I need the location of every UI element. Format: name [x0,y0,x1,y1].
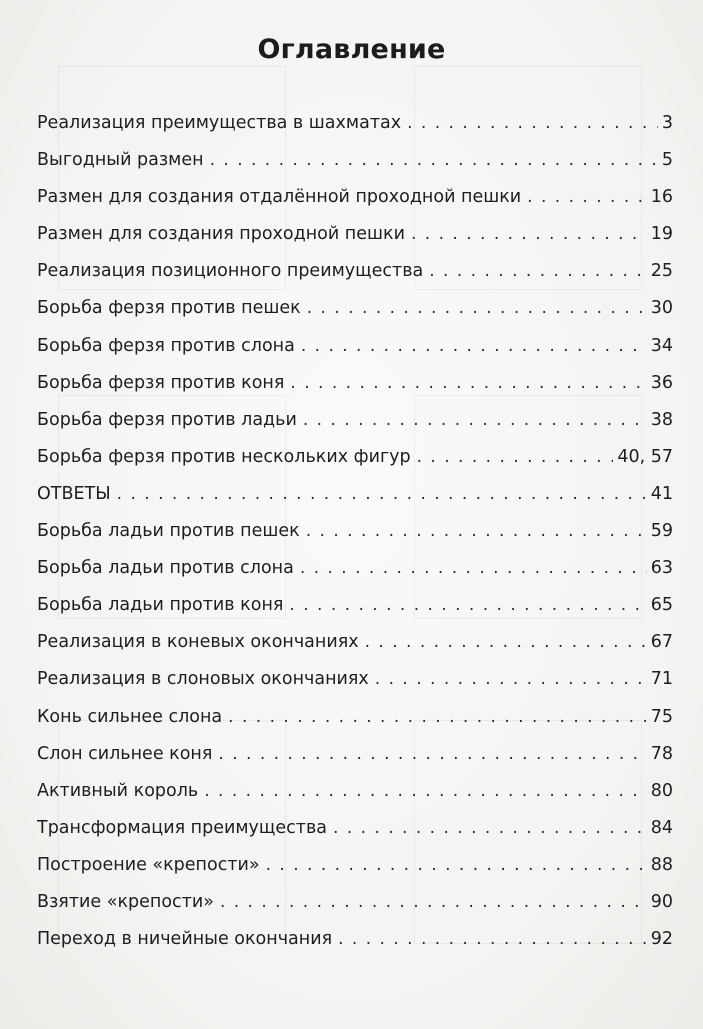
dot-leader [266,847,647,884]
toc-entry-label: Конь сильнее слона [37,706,223,727]
toc-entry[interactable] [37,290,673,327]
toc-entry[interactable] [37,810,673,847]
toc-entry-page-number: 19 [650,224,673,245]
toc-entry[interactable] [37,142,673,179]
toc-entry-page-number: 25 [650,261,673,282]
toc-entry-label: Переход в ничейные окончания [37,929,333,950]
dot-leader [375,661,647,698]
toc-entry-label: Борьба ферзя против ладьи [37,409,297,430]
dot-leader [218,736,646,773]
toc-entry-label: Борьба ферзя против коня [37,372,285,393]
toc-entry-page-number: 59 [650,521,673,542]
dot-leader [117,476,647,513]
toc-entry-page-number: 75 [650,706,673,727]
toc-entry-page-number: 41 [650,483,673,504]
dot-leader [407,105,658,142]
toc-entry-label: Слон сильнее коня [37,743,213,764]
toc-entry-page-number: 40, 57 [617,446,673,467]
toc-entry-label: Борьба ладьи против слона [37,558,294,579]
toc-entry[interactable] [37,624,673,661]
toc-entry-page-number: 65 [650,595,673,616]
dot-leader [301,328,647,365]
toc-entry-label: Борьба ладьи против пешек [37,521,300,542]
toc-entry-page-number: 5 [661,150,673,171]
table-of-contents [37,105,673,958]
toc-entry-page-number: 3 [661,113,673,133]
toc-entry-label: Реализация позиционного преимущества [37,261,424,282]
dot-leader [429,253,646,290]
dot-leader [289,587,646,624]
toc-entry[interactable] [37,402,673,439]
toc-entry[interactable] [37,847,673,884]
dot-leader [204,773,647,810]
toc-entry-page-number: 84 [650,817,673,838]
toc-entry-label: ОТВЕТЫ [37,483,111,504]
toc-entry-page-number: 16 [650,187,673,208]
toc-entry-label: Борьба ферзя против пешек [37,298,301,319]
toc-entry[interactable] [37,921,673,958]
toc-entry-page-number: 38 [650,409,673,430]
toc-entry-label: Реализация в слоновых окончаниях [37,669,369,690]
toc-entry[interactable] [37,661,673,698]
toc-entry-page-number: 78 [650,743,673,764]
dot-leader [307,290,647,327]
page-title: Оглавление [257,34,446,65]
toc-entry-page-number: 30 [650,298,673,319]
toc-entry-page-number: 34 [650,335,673,356]
toc-entry[interactable] [37,513,673,550]
dot-leader [306,513,647,550]
toc-entry-label: Реализация преимущества в шахматах [37,113,402,133]
toc-entry-page-number: 80 [650,780,673,801]
dot-leader [411,216,647,253]
toc-entry[interactable] [37,216,673,253]
dot-leader [228,699,647,736]
toc-entry-page-number: 88 [650,854,673,875]
dot-leader [338,921,647,958]
toc-entry-label: Активный король [37,780,199,801]
toc-entry-label: Борьба ладьи против коня [37,595,284,616]
toc-entry-label: Выгодный размен [37,150,204,171]
toc-entry-label: Размен для создания отдалённой проходной пешки [37,187,522,208]
toc-entry[interactable] [37,328,673,365]
toc-entry-label: Борьба ферзя против слона [37,335,295,356]
toc-entry-page-number: 36 [650,372,673,393]
toc-entry-page-number: 71 [650,669,673,690]
toc-entry[interactable] [37,736,673,773]
toc-entry-label: Трансформация преимущества [37,817,328,838]
toc-entry-label: Построение «крепости» [37,854,260,875]
dot-leader [417,439,614,476]
toc-entry-page-number: 90 [650,891,673,912]
toc-entry[interactable] [37,587,673,624]
dot-leader [300,550,647,587]
toc-entry[interactable] [37,476,673,513]
dot-leader [220,884,647,921]
toc-entry[interactable] [37,439,673,476]
toc-entry-page-number: 67 [650,632,673,653]
toc-entry-label: Взятие «крепости» [37,891,214,912]
toc-entry[interactable] [37,699,673,736]
toc-entry-label: Реализация в коневых окончаниях [37,632,359,653]
toc-entry-page-number: 63 [650,558,673,579]
dot-leader [290,365,646,402]
toc-entry[interactable] [37,550,673,587]
toc-entry[interactable] [37,253,673,290]
toc-entry[interactable] [37,773,673,810]
toc-entry[interactable] [37,884,673,921]
dot-leader [210,142,658,179]
toc-entry[interactable] [37,105,673,142]
dot-leader [333,810,647,847]
dot-leader [527,179,647,216]
toc-entry-page-number: 92 [650,929,673,950]
dot-leader [365,624,647,661]
toc-entry[interactable] [37,365,673,402]
dot-leader [303,402,647,439]
toc-entry-label: Борьба ферзя против нескольких фигур [37,446,411,467]
toc-entry-label: Размен для создания проходной пешки [37,224,405,245]
toc-entry[interactable] [37,179,673,216]
